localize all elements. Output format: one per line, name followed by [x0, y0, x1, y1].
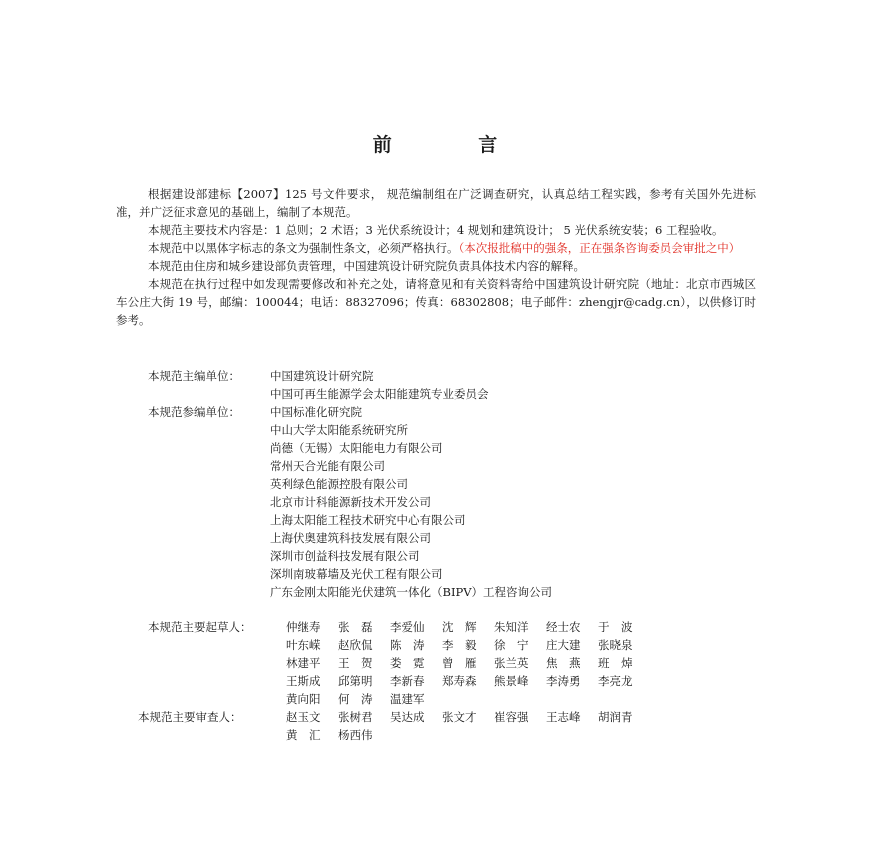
list-item: 北京市计科能源新技术开发公司 [270, 495, 431, 509]
person-name: 张树君 [338, 710, 373, 724]
person-name: 于 波 [598, 620, 633, 634]
person-name: 王 贺 [338, 656, 373, 670]
person-name: 张晓泉 [598, 638, 633, 652]
list-item: 中国建筑设计研究院 [270, 369, 374, 383]
person-name: 熊景峰 [494, 674, 529, 688]
person-name: 张文才 [442, 710, 477, 724]
reviewers-label: 本规范主要审查人： [138, 710, 242, 724]
person-name: 黄 汇 [286, 728, 321, 742]
person-name: 张兰英 [494, 656, 529, 670]
person-name: 李新春 [390, 674, 425, 688]
chief-units-list [270, 367, 489, 403]
list-item: 英利绿色能源控股有限公司 [270, 477, 408, 491]
person-name: 赵欣侃 [338, 638, 373, 652]
table-row [286, 618, 650, 636]
mandatory-note: 本规范中以黑体字标志的条文为强制性条文，必须严格执行。 [148, 241, 459, 255]
paragraph-mandatory-clauses [116, 239, 756, 257]
person-name: 吴达成 [390, 710, 425, 724]
person-name: 朱知洋 [494, 620, 529, 634]
list-item: 深圳南玻幕墙及光伏工程有限公司 [270, 567, 443, 581]
person-name: 崔容强 [494, 710, 529, 724]
page-title: 前 言 [372, 134, 538, 156]
person-name: 庄大建 [546, 638, 581, 652]
person-name: 沈 辉 [442, 620, 477, 634]
drafters-grid [286, 618, 650, 708]
list-item: 上海太阳能工程技术研究中心有限公司 [270, 513, 466, 527]
person-name: 李 毅 [442, 638, 477, 652]
person-name: 曾 雁 [442, 656, 477, 670]
table-row [286, 726, 650, 744]
paragraph-management: 本规范由住房和城乡建设部负责管理，中国建筑设计研究院负责具体技术内容的解释。 [148, 259, 585, 273]
person-name: 林建平 [286, 656, 321, 670]
list-item: 中山大学太阳能系统研究所 [270, 423, 408, 437]
person-name: 徐 宁 [494, 638, 529, 652]
list-item: 中国标准化研究院 [270, 405, 362, 419]
person-name: 张 磊 [338, 620, 373, 634]
list-item: 深圳市创益科技发展有限公司 [270, 549, 420, 563]
person-name: 胡润青 [598, 710, 633, 724]
person-name: 李爱仙 [390, 620, 425, 634]
person-name: 何 涛 [338, 692, 373, 706]
person-name: 郑寿森 [442, 674, 477, 688]
list-item: 尚德（无锡）太阳能电力有限公司 [270, 441, 443, 455]
table-row [286, 690, 650, 708]
approval-note-red: （本次报批稿中的强条，正在强条咨询委员会审批之中） [458, 241, 741, 255]
person-name: 王斯成 [286, 674, 321, 688]
list-item: 常州天合光能有限公司 [270, 459, 385, 473]
drafters-label: 本规范主要起草人： [148, 620, 252, 634]
chief-units-label: 本规范主编单位： [148, 369, 240, 383]
table-row [286, 654, 650, 672]
paragraph-contact: 本规范在执行过程中如发现需要修改和补充之处，请将意见和有关资料寄给中国建筑设计研究院（地址：北京市西城区车公庄大街 19 号，邮编：100044；电话：88327096；传真：68302808；电子邮件：zhengjr@cadg.cn），以供修订时参考。 [116, 277, 756, 327]
person-name: 杨西伟 [338, 728, 373, 742]
table-row [286, 708, 650, 726]
paragraph-mandate: 根据建设部建标【2007】125 号文件要求， 规范编制组在广泛调查研究，认真总结工程实践，参考有关国外先进标准，并广泛征求意见的基础上，编制了本规范。 [116, 187, 756, 219]
list-item: 上海伏奥建筑科技发展有限公司 [270, 531, 431, 545]
person-name: 王志峰 [546, 710, 581, 724]
person-name: 焦 燕 [546, 656, 581, 670]
list-item: 中国可再生能源学会太阳能建筑专业委员会 [270, 387, 489, 401]
person-name: 黄向阳 [286, 692, 321, 706]
reviewers-grid [286, 708, 650, 744]
participating-units-list [270, 403, 552, 601]
paragraph-contents: 本规范主要技术内容是：1 总则；2 术语；3 光伏系统设计；4 规划和建筑设计； 5 光伏系统安装；6 工程验收。 [148, 223, 724, 237]
list-item: 广东金刚太阳能光伏建筑一体化（BIPV）工程咨询公司 [270, 585, 553, 599]
person-name: 赵玉文 [286, 710, 321, 724]
person-name: 班 焯 [598, 656, 633, 670]
person-name: 经士农 [546, 620, 581, 634]
preface-body [116, 185, 756, 329]
table-row [286, 636, 650, 654]
person-name: 邱第明 [338, 674, 373, 688]
person-name: 陈 涛 [390, 638, 425, 652]
person-name: 娄 霓 [390, 656, 425, 670]
person-name: 叶东嵘 [286, 638, 321, 652]
person-name: 温建军 [390, 692, 425, 706]
table-row [286, 672, 650, 690]
participating-units-label: 本规范参编单位： [148, 405, 240, 419]
person-name: 李涛勇 [546, 674, 581, 688]
person-name: 仲继寿 [286, 620, 321, 634]
person-name: 李亮龙 [598, 674, 633, 688]
